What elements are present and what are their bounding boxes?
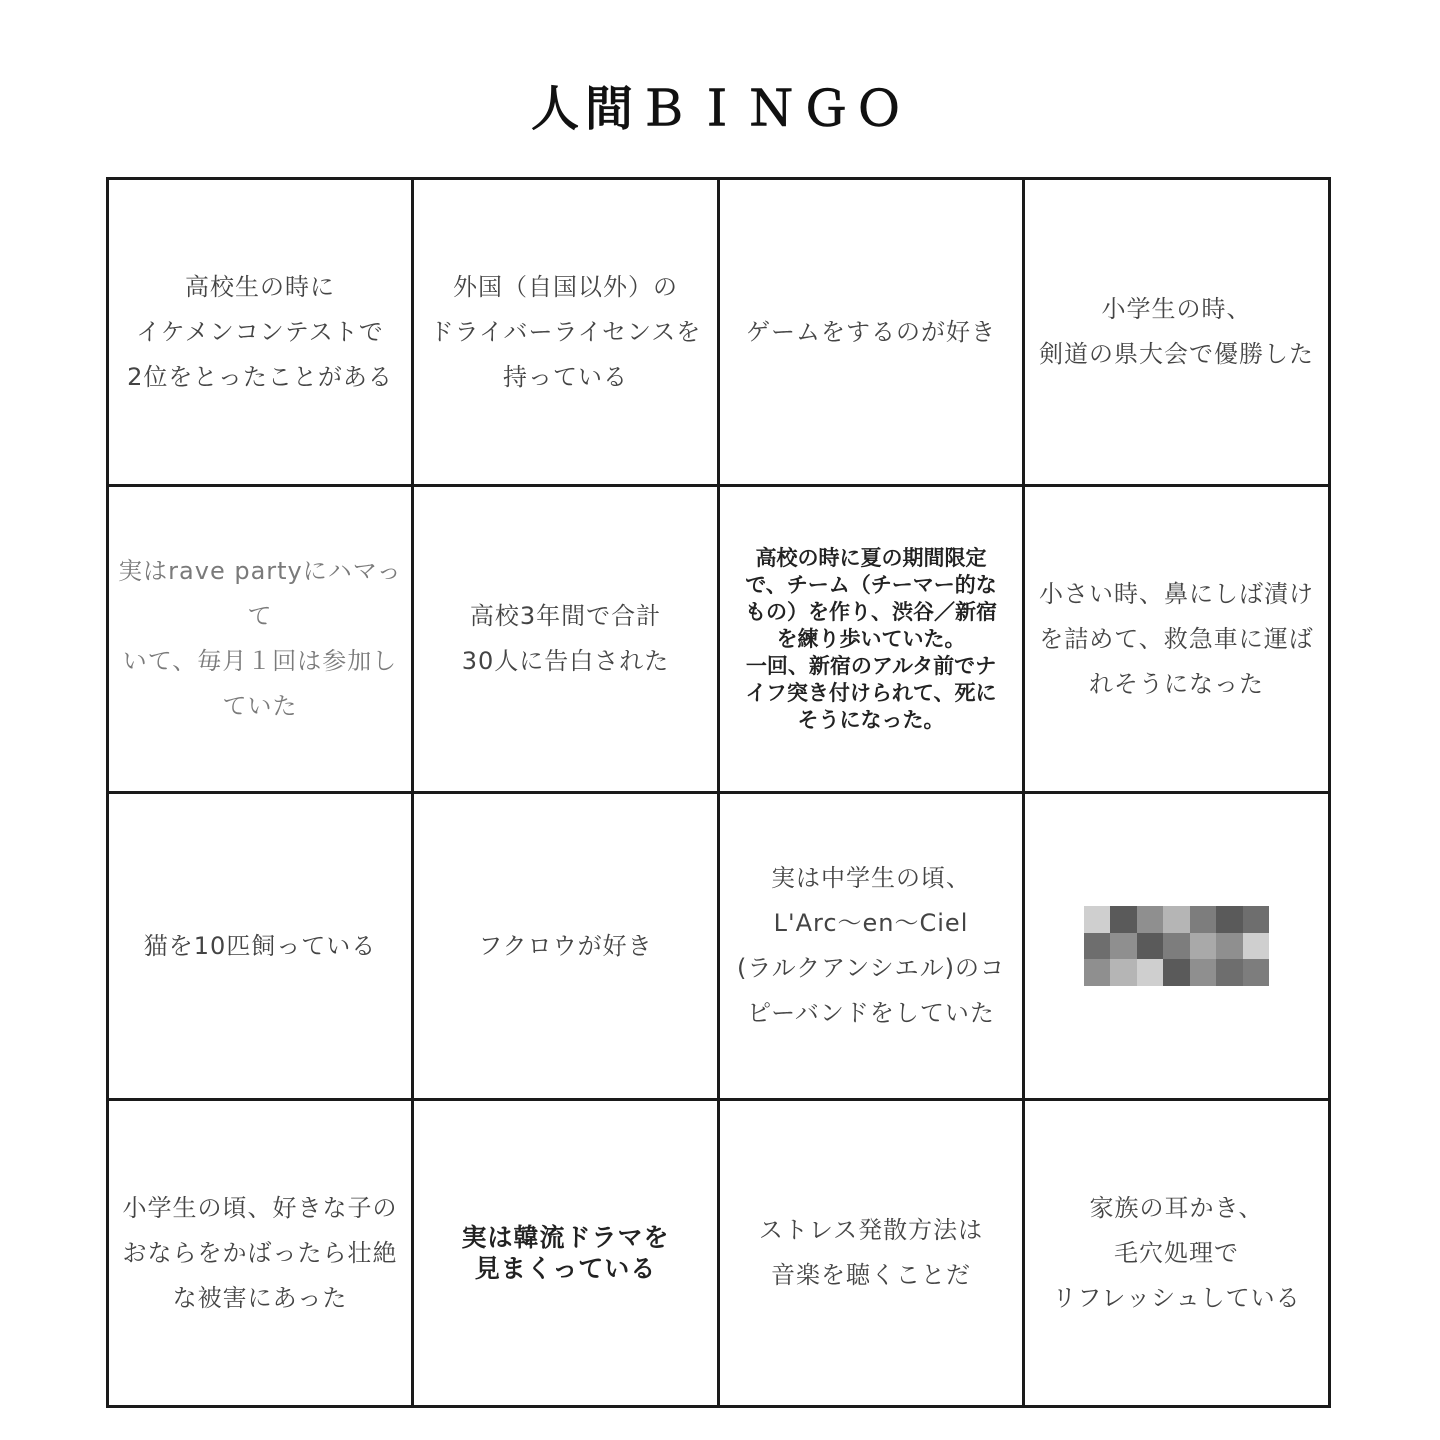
- bingo-cell-text: 小学生の頃、好きな子の おならをかばったら壮絶 な被害にあった: [122, 1193, 398, 1312]
- bingo-cell-text: 外国（自国以外）の ドライバーライセンスを 持っている: [429, 272, 702, 391]
- bingo-cell-4[interactable]: [1025, 180, 1328, 487]
- mosaic-block: [1216, 906, 1243, 933]
- bingo-cell-1[interactable]: [109, 180, 414, 487]
- mosaic-block: [1243, 906, 1270, 933]
- bingo-cell-13[interactable]: [109, 1101, 414, 1405]
- bingo-cell-16[interactable]: [1025, 1101, 1328, 1405]
- bingo-cell-text: 実はrave partyにハマって いて、毎月１回は参加し ていた: [118, 557, 402, 720]
- mosaic-block: [1110, 906, 1137, 933]
- page-title: 人間ＢＩＮＧＯ: [530, 81, 909, 137]
- bingo-cell-text: 高校3年間で合計 30人に告白された: [461, 602, 670, 675]
- mosaic-block: [1110, 959, 1137, 986]
- mosaic-block: [1163, 933, 1190, 960]
- bingo-grid: [106, 177, 1331, 1408]
- mosaic-block: [1163, 959, 1190, 986]
- mosaic-block: [1163, 906, 1190, 933]
- bingo-cell-text: 猫を10匹飼っている: [143, 931, 377, 960]
- bingo-cell-text: 小さい時、鼻にしば漬け を詰めて、救急車に運ば れそうになった: [1039, 579, 1314, 698]
- bingo-cell-10[interactable]: [414, 794, 720, 1101]
- mosaic-block: [1243, 933, 1270, 960]
- mosaic-block: [1084, 906, 1111, 933]
- mosaic-block: [1110, 933, 1137, 960]
- bingo-cell-9[interactable]: [109, 794, 414, 1101]
- bingo-cell-15[interactable]: [720, 1101, 1025, 1405]
- mosaic-block: [1216, 959, 1243, 986]
- bingo-cell-3[interactable]: [720, 180, 1025, 487]
- bingo-cell-text: 小学生の時、 剣道の県大会で優勝した: [1039, 295, 1314, 368]
- bingo-cell-text: ストレス発散方法は 音楽を聴くことだ: [758, 1216, 984, 1289]
- mosaic-block: [1216, 933, 1243, 960]
- bingo-cell-text: 家族の耳かき、 毛穴処理で リフレッシュしている: [1052, 1193, 1301, 1312]
- bingo-cell-text: フクロウが好き: [478, 931, 653, 960]
- mosaic-block: [1190, 933, 1217, 960]
- mosaic-block: [1190, 906, 1217, 933]
- redacted-mosaic: [1084, 906, 1270, 986]
- mosaic-block: [1137, 906, 1164, 933]
- bingo-cell-text: 実は中学生の頃、 L'Arc〜en〜Ciel (ラルクアンシエル)のコ ピーバンドをしていた: [737, 864, 1005, 1027]
- bingo-cell-text: 高校の時に夏の期間限定 で、チーム（チーマー的な もの）を作り、渋谷／新宿 を練り歩いていた。 一回、新宿のアルタ前でナ イフ突き付けられて、死に そうになった。: [745, 545, 997, 732]
- bingo-cell-11[interactable]: [720, 794, 1025, 1101]
- bingo-cell-text: 高校生の時に イケメンコンテストで 2位をとったことがある: [127, 272, 393, 391]
- mosaic-block: [1243, 959, 1270, 986]
- bingo-cell-12[interactable]: [1025, 794, 1328, 1101]
- mosaic-block: [1084, 959, 1111, 986]
- bingo-cell-6[interactable]: [414, 487, 720, 794]
- bingo-cell-14[interactable]: [414, 1101, 720, 1405]
- bingo-cell-7[interactable]: [720, 487, 1025, 794]
- bingo-cell-5[interactable]: [109, 487, 414, 794]
- bingo-cell-2[interactable]: [414, 180, 720, 487]
- bingo-cell-text: 実は韓流ドラマを 見まくっている: [461, 1223, 670, 1283]
- mosaic-block: [1137, 959, 1164, 986]
- mosaic-block: [1084, 933, 1111, 960]
- mosaic-block: [1190, 959, 1217, 986]
- bingo-cell-8[interactable]: [1025, 487, 1328, 794]
- bingo-cell-text: ゲームをするのが好き: [746, 317, 996, 346]
- mosaic-block: [1137, 933, 1164, 960]
